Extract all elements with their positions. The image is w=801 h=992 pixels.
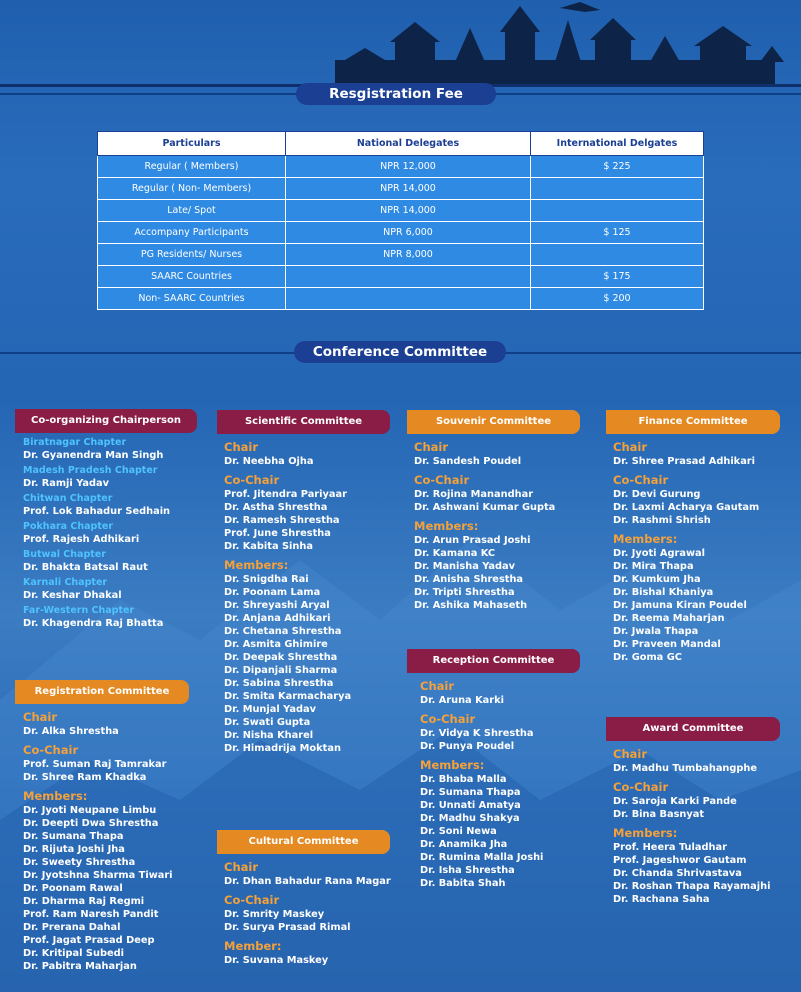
member-name: Dr. Jwala Thapa [613,626,699,637]
member-name: Dr. Devi Gurung [613,489,701,500]
member-name: Dr. Munjal Yadav [224,704,316,715]
member-name: Dr. Unnati Amatya [420,800,521,811]
member-name: Dr. Arun Prasad Joshi [414,535,531,546]
cell: NPR 6,000 [286,222,531,244]
member-name: Dr. Kabita Sinha [224,541,313,552]
member-name: Dr. Kumkum Jha [613,574,701,585]
section-scientific-committee [217,410,390,754]
chapter-label: Karnali Chapter [23,577,108,588]
member-name: Prof. Ram Naresh Pandit [23,909,159,920]
cell: Regular ( Non- Members) [98,178,286,200]
member-name: Dr. Himadrija Moktan [224,743,341,754]
member-name: Dr. Poonam Rawal [23,883,123,894]
member-name: Dr. Manisha Yadav [414,561,516,572]
cell: $ 200 [531,288,704,310]
temple-skyline-icon [335,2,784,84]
member-name: Dr. Gyanendra Man Singh [23,450,164,461]
section-co-organizing-chairperson [15,409,197,629]
table-row [98,200,704,222]
member-name: Prof. Jageshwor Gautam [613,855,747,866]
cell: Regular ( Members) [98,156,286,178]
member-name: Dr. Rumina Malla Joshi [420,852,544,863]
chapter-label: Chitwan Chapter [23,493,113,504]
member-name: Dr. Dipanjali Sharma [224,665,338,676]
section-header: Co-organizing Chairperson [15,409,197,433]
member-name: Dr. Roshan Thapa Rayamajhi [613,881,771,892]
member-name: Dr. Rashmi Shrish [613,515,711,526]
cell: $ 225 [531,156,704,178]
chapter-label: Far-Western Chapter [23,605,135,616]
section-reception-committee [407,649,580,889]
member-name: Prof. Jitendra Pariyaar [224,489,347,500]
member-name: Dr. Vidya K Shrestha [420,728,534,739]
member-name: Dr. Shree Ram Khadka [23,772,147,783]
fee-title: Resgistration Fee [296,83,496,105]
member-name: Dr. Bishal Khaniya [613,587,714,598]
member-name: Dr. Snigdha Rai [224,574,309,585]
section-header: Finance Committee [606,410,780,434]
role-label: Co-Chair [613,473,669,487]
cell: NPR 14,000 [286,178,531,200]
cell [531,178,704,200]
cell: Accompany Participants [98,222,286,244]
member-name: Dr. Ashika Mahaseth [414,600,528,611]
section-header: Scientific Committee [217,410,390,434]
member-name: Dr. Ramji Yadav [23,478,110,489]
member-name: Dr. Swati Gupta [224,717,311,728]
fee-table [97,131,704,310]
member-name: Prof. Suman Raj Tamrakar [23,759,167,770]
table-row [98,266,704,288]
role-label: Chair [23,710,58,724]
member-name: Dr. Anjana Adhikari [224,613,331,624]
member-name: Dr. Saroja Karki Pande [613,796,737,807]
cell: NPR 12,000 [286,156,531,178]
chapter-label: Pokhara Chapter [23,521,113,532]
member-name: Dr. Kamana KC [414,548,496,559]
role-label: Co-Chair [23,743,79,757]
member-name: Dr. Madhu Tumbahangphe [613,763,758,774]
member-name: Dr. Sabina Shrestha [224,678,334,689]
role-label: Co-Chair [613,780,669,794]
member-name: Prof. Jagat Prasad Deep [23,935,155,946]
member-name: Dr. Madhu Shakya [420,813,520,824]
member-name: Dr. Jyotshna Sharma Tiwari [23,870,173,881]
member-name: Dr. Laxmi Acharya Gautam [613,502,760,513]
role-label: Chair [613,440,648,454]
member-name: Dr. Chetana Shrestha [224,626,342,637]
member-name: Dr. Surya Prasad Rimal [224,922,351,933]
member-name: Dr. Deepak Shrestha [224,652,338,663]
role-label: Chair [224,860,259,874]
role-label: Chair [224,440,259,454]
section-header: Souvenir Committee [407,410,580,434]
role-label: Members: [420,758,485,772]
member-name: Dr. Bhakta Batsal Raut [23,562,148,573]
member-name: Dr. Ashwani Kumar Gupta [414,502,556,513]
member-name: Dr. Deepti Dwa Shrestha [23,818,159,829]
section-header: Award Committee [606,717,780,741]
member-name: Dr. Babita Shah [420,878,506,889]
member-name: Dr. Tripti Shrestha [414,587,515,598]
section-header: Cultural Committee [217,830,390,854]
member-name: Dr. Asmita Ghimire [224,639,328,650]
member-name: Prof. June Shrestha [224,528,331,539]
member-name: Dr. Chanda Shrivastava [613,868,742,879]
member-name: Dr. Soni Newa [420,826,497,837]
committee-title: Conference Committee [294,341,506,363]
cell [286,266,531,288]
member-name: Dr. Goma GC [613,652,682,663]
table-row [98,178,704,200]
col-header-national: National Delegates [286,132,531,156]
member-name: Dr. Reema Maharjan [613,613,725,624]
section-finance-committee [606,410,780,663]
member-name: Dr. Nisha Kharel [224,730,314,741]
col-header-international: International Delgates [531,132,704,156]
cell [286,288,531,310]
role-label: Members: [23,789,88,803]
role-label: Co-Chair [224,893,280,907]
member-name: Dr. Bina Basnyat [613,809,705,820]
chapter-label: Madesh Pradesh Chapter [23,465,158,476]
section-souvenir-committee [407,410,580,611]
member-name: Dr. Rachana Saha [613,894,710,905]
role-label: Member: [224,939,282,953]
table-row [98,288,704,310]
cell: $ 125 [531,222,704,244]
member-name: Dr. Anisha Shrestha [414,574,524,585]
member-name: Dr. Dharma Raj Regmi [23,896,145,907]
cell: NPR 8,000 [286,244,531,266]
member-name: Dr. Dhan Bahadur Rana Magar [224,876,391,887]
member-name: Dr. Kritipal Subedi [23,948,124,959]
table-row [98,222,704,244]
table-row [98,156,704,178]
section-registration-committee [15,680,189,972]
member-name: Dr. Punya Poudel [420,741,515,752]
chapter-label: Butwal Chapter [23,549,106,560]
member-name: Dr. Jamuna Kiran Poudel [613,600,747,611]
member-name: Dr. Suvana Maskey [224,955,329,966]
cell [531,200,704,222]
chapter-label: Biratnagar Chapter [23,437,127,448]
member-name: Dr. Pabitra Maharjan [23,961,137,972]
member-name: Dr. Sandesh Poudel [414,456,522,467]
member-name: Dr. Poonam Lama [224,587,321,598]
role-label: Members: [613,826,678,840]
member-name: Dr. Sumana Thapa [420,787,521,798]
member-name: Dr. Ramesh Shrestha [224,515,340,526]
member-name: Dr. Prerana Dahal [23,922,121,933]
member-name: Dr. Sweety Shrestha [23,857,136,868]
member-name: Prof. Lok Bahadur Sedhain [23,506,171,517]
section-cultural-committee [217,830,390,966]
member-name: Dr. Shree Prasad Adhikari [613,456,755,467]
member-name: Dr. Neebha Ojha [224,456,314,467]
member-name: Prof. Heera Tuladhar [613,842,727,853]
role-label: Co-Chair [224,473,280,487]
section-header: Registration Committee [15,680,189,704]
cell: SAARC Countries [98,266,286,288]
member-name: Dr. Rojina Manandhar [414,489,534,500]
table-row [98,244,704,266]
member-name: Dr. Aruna Karki [420,695,504,706]
member-name: Dr. Bhaba Malla [420,774,507,785]
role-label: Members: [224,558,289,572]
member-name: Dr. Jyoti Neupane Limbu [23,805,157,816]
cell: PG Residents/ Nurses [98,244,286,266]
col-header-particulars: Particulars [98,132,286,156]
role-label: Co-Chair [420,712,476,726]
cell: Non- SAARC Countries [98,288,286,310]
cell [531,244,704,266]
member-name: Dr. Khagendra Raj Bhatta [23,618,164,629]
role-label: Chair [420,679,455,693]
member-name: Prof. Rajesh Adhikari [23,534,140,545]
cell: $ 175 [531,266,704,288]
role-label: Chair [414,440,449,454]
role-label: Co-Chair [414,473,470,487]
member-name: Dr. Mira Thapa [613,561,694,572]
member-name: Dr. Alka Shrestha [23,726,119,737]
role-label: Members: [414,519,479,533]
member-name: Dr. Isha Shrestha [420,865,515,876]
member-name: Dr. Keshar Dhakal [23,590,122,601]
section-header: Reception Committee [407,649,580,673]
role-label: Members: [613,532,678,546]
member-name: Dr. Sumana Thapa [23,831,124,842]
member-name: Dr. Smita Karmacharya [224,691,352,702]
member-name: Dr. Shreyashi Aryal [224,600,330,611]
member-name: Dr. Rijuta Joshi Jha [23,844,125,855]
cell: NPR 14,000 [286,200,531,222]
cell: Late/ Spot [98,200,286,222]
role-label: Chair [613,747,648,761]
member-name: Dr. Smrity Maskey [224,909,325,920]
member-name: Dr. Praveen Mandal [613,639,721,650]
section-award-committee [606,717,780,905]
member-name: Dr. Jyoti Agrawal [613,548,705,559]
member-name: Dr. Astha Shrestha [224,502,328,513]
member-name: Dr. Anamika Jha [420,839,508,850]
